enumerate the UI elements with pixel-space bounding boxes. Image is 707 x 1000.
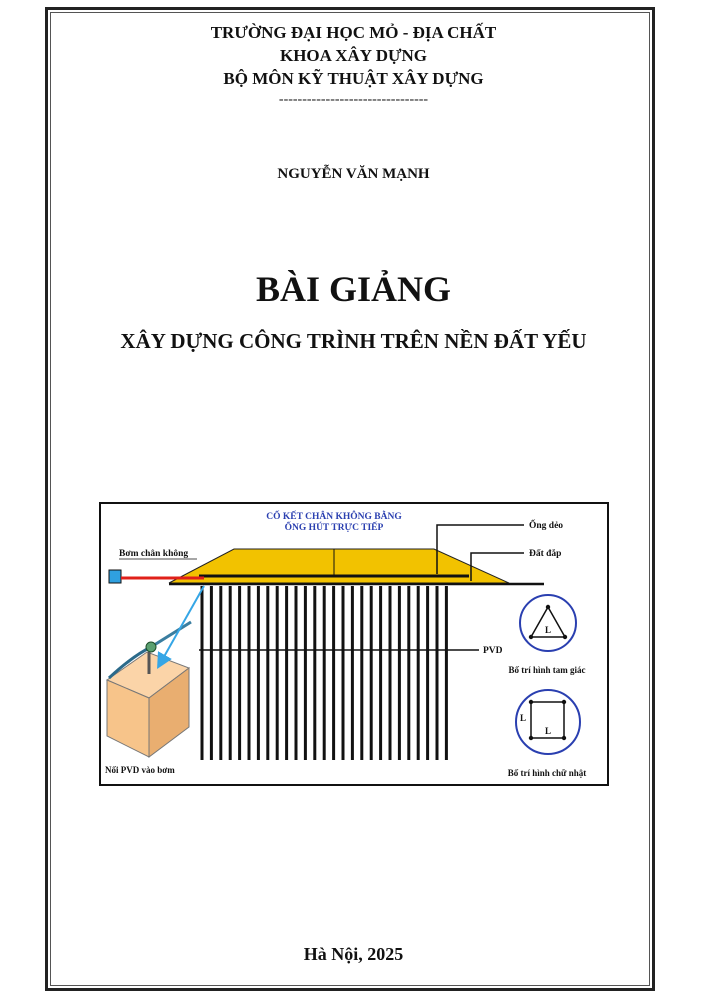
- pump-box: [109, 570, 121, 583]
- triangle-vertex: [529, 635, 533, 639]
- pvd-drains: [202, 586, 446, 760]
- triangle-vertex: [546, 605, 550, 609]
- place-and-year: Hà Nội, 2025: [303, 944, 404, 964]
- label-pvd: PVD: [483, 646, 503, 656]
- rectangle-vertex: [562, 700, 566, 704]
- author-name: NGUYỄN VĂN MẠNH: [277, 166, 430, 182]
- rectangle-spacing-label-bottom: L: [545, 726, 552, 736]
- faculty-name: KHOA XÂY DỰNG: [279, 46, 427, 65]
- department-name: BỘ MÔN KỸ THUẬT XÂY DỰNG: [223, 69, 484, 88]
- page-border-inner: [50, 12, 650, 986]
- rectangle-spacing-label-left: L: [520, 713, 527, 723]
- figure-caption-line2: ỐNG HÚT TRỰC TIẾP: [284, 523, 384, 533]
- rectangle-vertex: [529, 736, 533, 740]
- label-flexible-pipe: Ống dẻo: [529, 521, 564, 531]
- label-rectangle: Bố trí hình chữ nhật: [507, 768, 587, 778]
- figure-svg: [99, 502, 609, 786]
- vacuum-consolidation-figure: [99, 502, 609, 786]
- pipe-fitting-icon: [146, 642, 156, 652]
- document-title: BÀI GIẢNG: [255, 269, 452, 309]
- triangle-vertex: [563, 635, 567, 639]
- rectangle-vertex: [562, 736, 566, 740]
- triangle-spacing-label: L: [545, 625, 552, 635]
- label-fill: Đất đắp: [529, 549, 562, 559]
- label-triangle: Bố trí hình tam giác: [508, 665, 586, 675]
- figure-border: [100, 503, 608, 785]
- rectangle-vertex: [529, 700, 533, 704]
- figure-caption-line1: CỐ KẾT CHÂN KHÔNG BẰNG: [266, 512, 402, 522]
- document-subtitle: XÂY DỰNG CÔNG TRÌNH TRÊN NỀN ĐẤT YẾU: [120, 329, 587, 353]
- header-divider: --------------------------------: [278, 92, 429, 107]
- university-name: TRƯỜNG ĐẠI HỌC MỎ - ĐỊA CHẤT: [210, 23, 497, 42]
- label-connect: Nối PVD vào bơm: [105, 765, 175, 775]
- label-pump: Bơm chân không: [119, 549, 189, 559]
